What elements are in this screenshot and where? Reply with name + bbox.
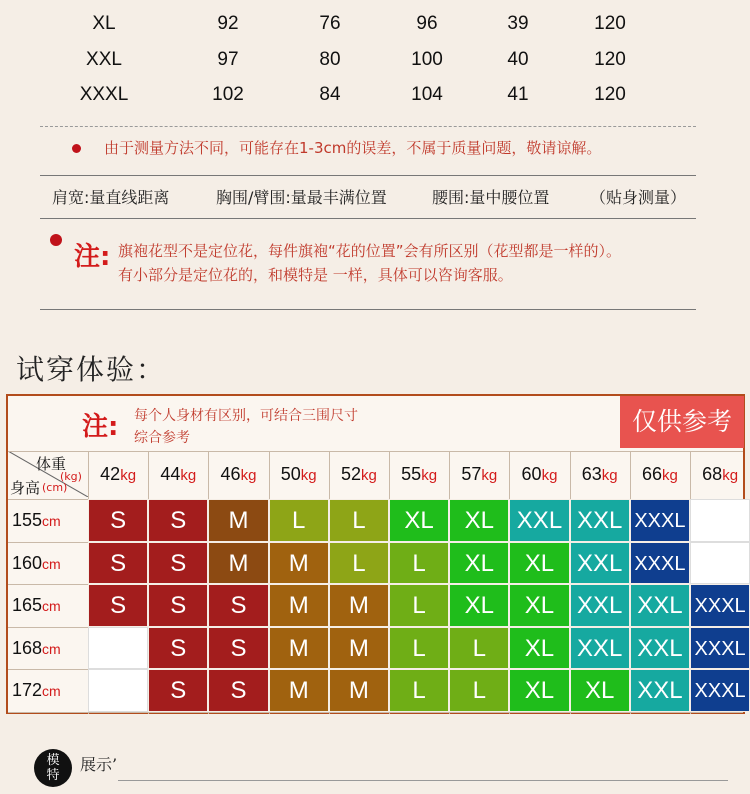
- measurement-value: 104: [411, 84, 443, 105]
- size-cell: [690, 542, 750, 585]
- size-cell: XL: [509, 669, 569, 712]
- weight-unit: kg: [180, 467, 197, 484]
- height-unit: cm: [42, 683, 61, 699]
- weight-header: [630, 451, 690, 497]
- size-cell: L: [389, 542, 449, 585]
- weight-header: [269, 451, 329, 497]
- logo-top: 模: [46, 753, 60, 768]
- measurement-value: 41: [507, 84, 529, 105]
- weight-header: [389, 451, 449, 497]
- size-cell: M: [329, 584, 389, 627]
- size-cell: M: [329, 669, 389, 712]
- weight-value: 42: [100, 464, 121, 484]
- height-axis-label: 身高: [10, 479, 41, 497]
- measurement-row: [0, 43, 750, 77]
- size-cell: XL: [449, 499, 509, 542]
- weight-header: [329, 451, 389, 497]
- weight-value: 60: [521, 464, 542, 484]
- size-cell: L: [449, 669, 509, 712]
- size-cell: S: [88, 499, 148, 542]
- weight-unit: kg: [300, 467, 317, 484]
- divider: [40, 218, 696, 219]
- height-header: [12, 542, 61, 585]
- size-cell: XL: [509, 584, 569, 627]
- weight-unit: kg: [481, 467, 498, 484]
- size-cell: L: [389, 627, 449, 670]
- size-cell: M: [208, 542, 268, 585]
- weight-value: 66: [641, 464, 662, 484]
- weight-unit: kg: [360, 467, 377, 484]
- error-note: 由于测量方法不同，可能存在1-3cm的误差，不属于质量问题，敬请谅解。: [104, 139, 602, 157]
- notice-line-1: 旗袍花型不是定位花，每件旗袍“花的位置”会有所区别（花型都是一样的）。: [118, 242, 622, 260]
- waist-definition: 腰围:量中腰位置: [432, 188, 550, 207]
- size-cell: L: [449, 627, 509, 670]
- size-cell: L: [329, 499, 389, 542]
- size-cell: M: [269, 669, 329, 712]
- grid-line: [8, 712, 743, 713]
- height-header: [12, 499, 61, 542]
- measurement-row: [0, 78, 750, 112]
- height-unit: cm: [42, 640, 61, 657]
- size-cell: M: [269, 584, 329, 627]
- size-cell: [88, 627, 148, 670]
- size-cell: [88, 669, 148, 712]
- size-cell: S: [148, 627, 208, 670]
- size-cell: S: [88, 584, 148, 627]
- height-value: 155: [12, 510, 43, 530]
- size-cell: S: [208, 627, 268, 670]
- weight-value: 57: [461, 464, 482, 484]
- measurement-value: 92: [217, 13, 239, 34]
- size-cell: XXL: [570, 627, 630, 670]
- divider: [40, 309, 696, 310]
- weight-value: 52: [340, 464, 361, 484]
- size-cell: S: [208, 584, 268, 627]
- weight-header: [570, 451, 630, 497]
- size-cell: XXL: [630, 669, 690, 712]
- grid-line: [8, 451, 743, 452]
- weight-unit: kg: [722, 467, 739, 484]
- weight-value: 68: [702, 464, 723, 484]
- size-cell: XL: [449, 542, 509, 585]
- reference-only-badge: 仅供参考: [620, 396, 744, 448]
- measurement-value: 96: [416, 13, 438, 34]
- logo-bottom: 特: [46, 768, 60, 783]
- height-axis-unit: (cm): [42, 481, 68, 494]
- weight-header: [148, 451, 208, 497]
- weight-value: 46: [220, 464, 241, 484]
- measurement-value: 76: [319, 13, 341, 34]
- size-cell: XXXL: [630, 542, 690, 585]
- size-label: XL: [92, 13, 116, 34]
- height-value: 160: [12, 552, 43, 573]
- size-cell: XXL: [570, 542, 630, 585]
- trial-title: 试穿体验：: [16, 353, 167, 386]
- fit-note: （贴身测量）: [590, 188, 687, 207]
- measurement-value: 97: [217, 49, 239, 70]
- weight-value: 50: [280, 464, 301, 484]
- height-value: 168: [12, 637, 43, 658]
- weight-header: [88, 451, 148, 497]
- size-cell: XL: [509, 627, 569, 670]
- size-cell: S: [148, 584, 208, 627]
- size-cell: L: [329, 542, 389, 585]
- notice-line-2: 有小部分是定位花的，和模特是 一样，具体可以咨询客服。: [118, 266, 513, 284]
- model-display-label: 展示’: [80, 755, 118, 774]
- measurement-value: 120: [594, 84, 626, 105]
- weight-unit: kg: [541, 467, 558, 484]
- measurement-row: [0, 7, 750, 41]
- height-unit: cm: [42, 555, 61, 572]
- height-value: 165: [12, 595, 43, 615]
- trial-note-line-1: 每个人身材有区别，可结合三围尺寸: [134, 408, 358, 424]
- corner-header: [8, 451, 88, 497]
- size-cell: S: [208, 669, 268, 712]
- weight-unit: kg: [120, 467, 137, 484]
- size-cell: M: [269, 627, 329, 670]
- weight-header: [509, 451, 569, 497]
- measurement-value: 120: [594, 49, 626, 70]
- size-cell: XXL: [630, 584, 690, 627]
- size-cell: M: [329, 627, 389, 670]
- measurement-value: 102: [212, 84, 244, 105]
- bullet-icon: [72, 144, 81, 153]
- trial-note-line-2: 综合参考: [134, 430, 190, 446]
- size-label: XXL: [86, 49, 122, 70]
- size-cell: XXXL: [630, 499, 690, 542]
- height-header: [12, 627, 61, 670]
- divider: [40, 126, 696, 127]
- weight-unit: kg: [240, 467, 257, 484]
- trial-note-label: 注:: [82, 412, 119, 442]
- size-cell: XXXL: [690, 584, 750, 627]
- weight-unit: kg: [421, 467, 438, 484]
- measurement-value: 100: [411, 49, 443, 70]
- size-cell: S: [148, 542, 208, 585]
- measurement-value: 40: [507, 49, 529, 70]
- weight-header: [208, 451, 268, 497]
- height-value: 172: [12, 680, 43, 700]
- measurement-value: 39: [507, 13, 529, 34]
- weight-value: 63: [581, 464, 602, 484]
- height-unit: cm: [42, 513, 61, 529]
- weight-unit: kg: [661, 467, 678, 484]
- chest-definition: 胸围/臂围:量最丰满位置: [216, 188, 387, 207]
- measurement-value: 120: [594, 13, 626, 34]
- size-cell: S: [148, 669, 208, 712]
- weight-unit: kg: [601, 467, 618, 484]
- bullet-icon: [50, 234, 62, 246]
- size-cell: XXL: [630, 627, 690, 670]
- weight-header: [449, 451, 509, 497]
- notice-label: 注:: [74, 242, 111, 272]
- size-cell: XL: [449, 584, 509, 627]
- weight-axis-unit: (kg): [60, 470, 82, 483]
- size-cell: L: [389, 584, 449, 627]
- model-logo-icon: [34, 749, 72, 787]
- size-cell: XXXL: [690, 669, 750, 712]
- size-cell: XXXL: [690, 627, 750, 670]
- size-cell: M: [208, 499, 268, 542]
- weight-value: 44: [160, 464, 181, 484]
- size-cell: L: [269, 499, 329, 542]
- measurement-value: 80: [319, 49, 341, 70]
- weight-value: 55: [401, 464, 422, 484]
- weight-axis-label: 体重: [36, 455, 67, 473]
- size-label: XXXL: [79, 84, 129, 105]
- size-cell: S: [88, 542, 148, 585]
- size-cell: XXL: [570, 584, 630, 627]
- size-cell: XL: [570, 669, 630, 712]
- height-header: [12, 669, 61, 712]
- size-cell: [690, 499, 750, 542]
- size-cell: XXL: [570, 499, 630, 542]
- size-cell: XXL: [509, 499, 569, 542]
- measurement-value: 84: [319, 84, 341, 105]
- size-cell: XL: [509, 542, 569, 585]
- size-cell: XL: [389, 499, 449, 542]
- size-cell: M: [269, 542, 329, 585]
- size-cell: L: [389, 669, 449, 712]
- height-unit: cm: [42, 598, 61, 614]
- shoulder-definition: 肩宽:量直线距离: [52, 188, 170, 207]
- divider: [118, 780, 728, 781]
- divider: [40, 175, 696, 176]
- size-cell: S: [148, 499, 208, 542]
- weight-header: [690, 451, 750, 497]
- height-header: [12, 584, 61, 627]
